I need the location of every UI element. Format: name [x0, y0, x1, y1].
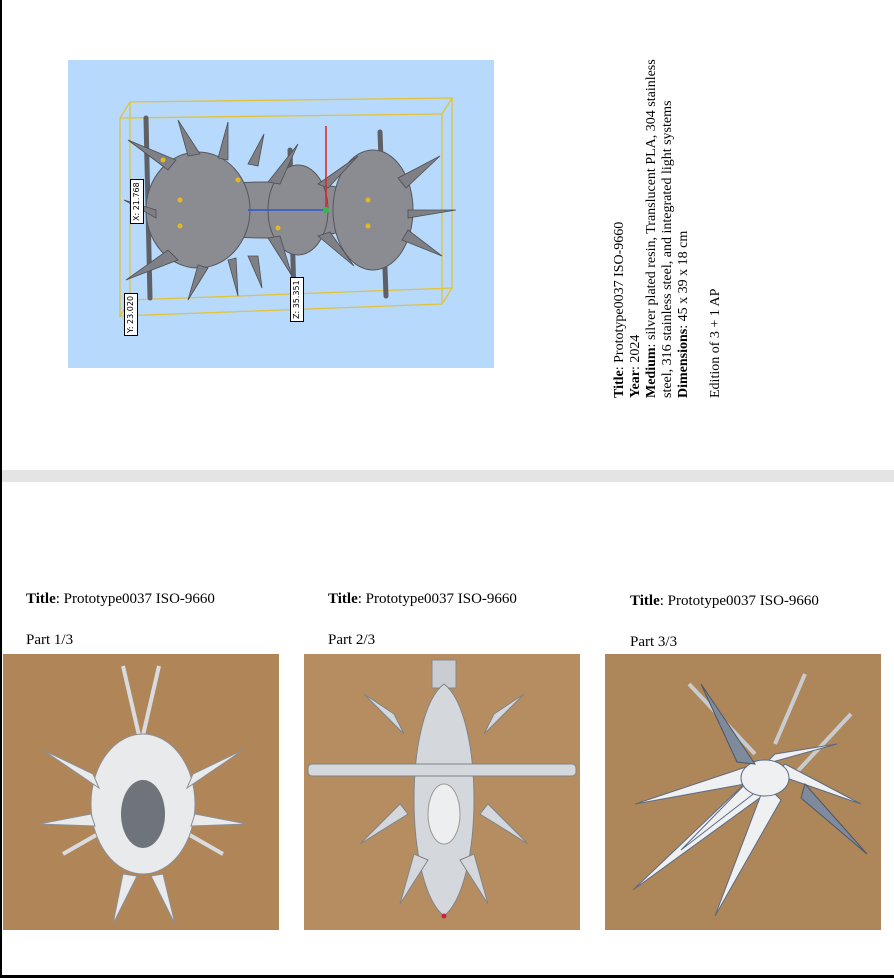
dimension-y-label: Y: 23.020: [124, 293, 138, 336]
caption-year: Year: 2024: [628, 334, 643, 398]
part-title: Title: Prototype0037 ISO-9660: [26, 591, 215, 607]
page-separator: [2, 470, 894, 482]
part-2-photo[interactable]: [304, 654, 580, 930]
dimension-z-label: Z: 35.351: [290, 277, 304, 322]
part-label: Part 1/3: [26, 632, 74, 648]
sculpture-image: [3, 654, 279, 930]
part-title: Title: Prototype0037 ISO-9660: [630, 593, 819, 609]
page-left-border: [0, 0, 2, 978]
caption-title: Title: Prototype0037 ISO-9660: [612, 221, 627, 398]
caption-dimensions: Dimensions: 45 x 39 x 18 cm: [676, 230, 691, 398]
part-3-photo[interactable]: [605, 654, 881, 930]
caption-medium: Medium: silver plated resin, Translucent PLA, 304 stainless steel, 316 stainless steel, and integrated light systems: [644, 59, 675, 398]
cad-viewport[interactable]: [68, 60, 494, 368]
sculpture-image: [304, 654, 580, 930]
part-title: Title: Prototype0037 ISO-9660: [328, 591, 517, 607]
dimension-x-label: X: 21.768: [130, 179, 144, 224]
sculpture-image: [605, 654, 881, 930]
part-label: Part 3/3: [630, 634, 678, 650]
artwork-caption: [612, 38, 724, 398]
part-label: Part 2/3: [328, 632, 376, 648]
part-1-photo[interactable]: [3, 654, 279, 930]
caption-edition: Edition of 3 + 1 AP: [708, 288, 723, 398]
axis-origin: [323, 207, 329, 213]
